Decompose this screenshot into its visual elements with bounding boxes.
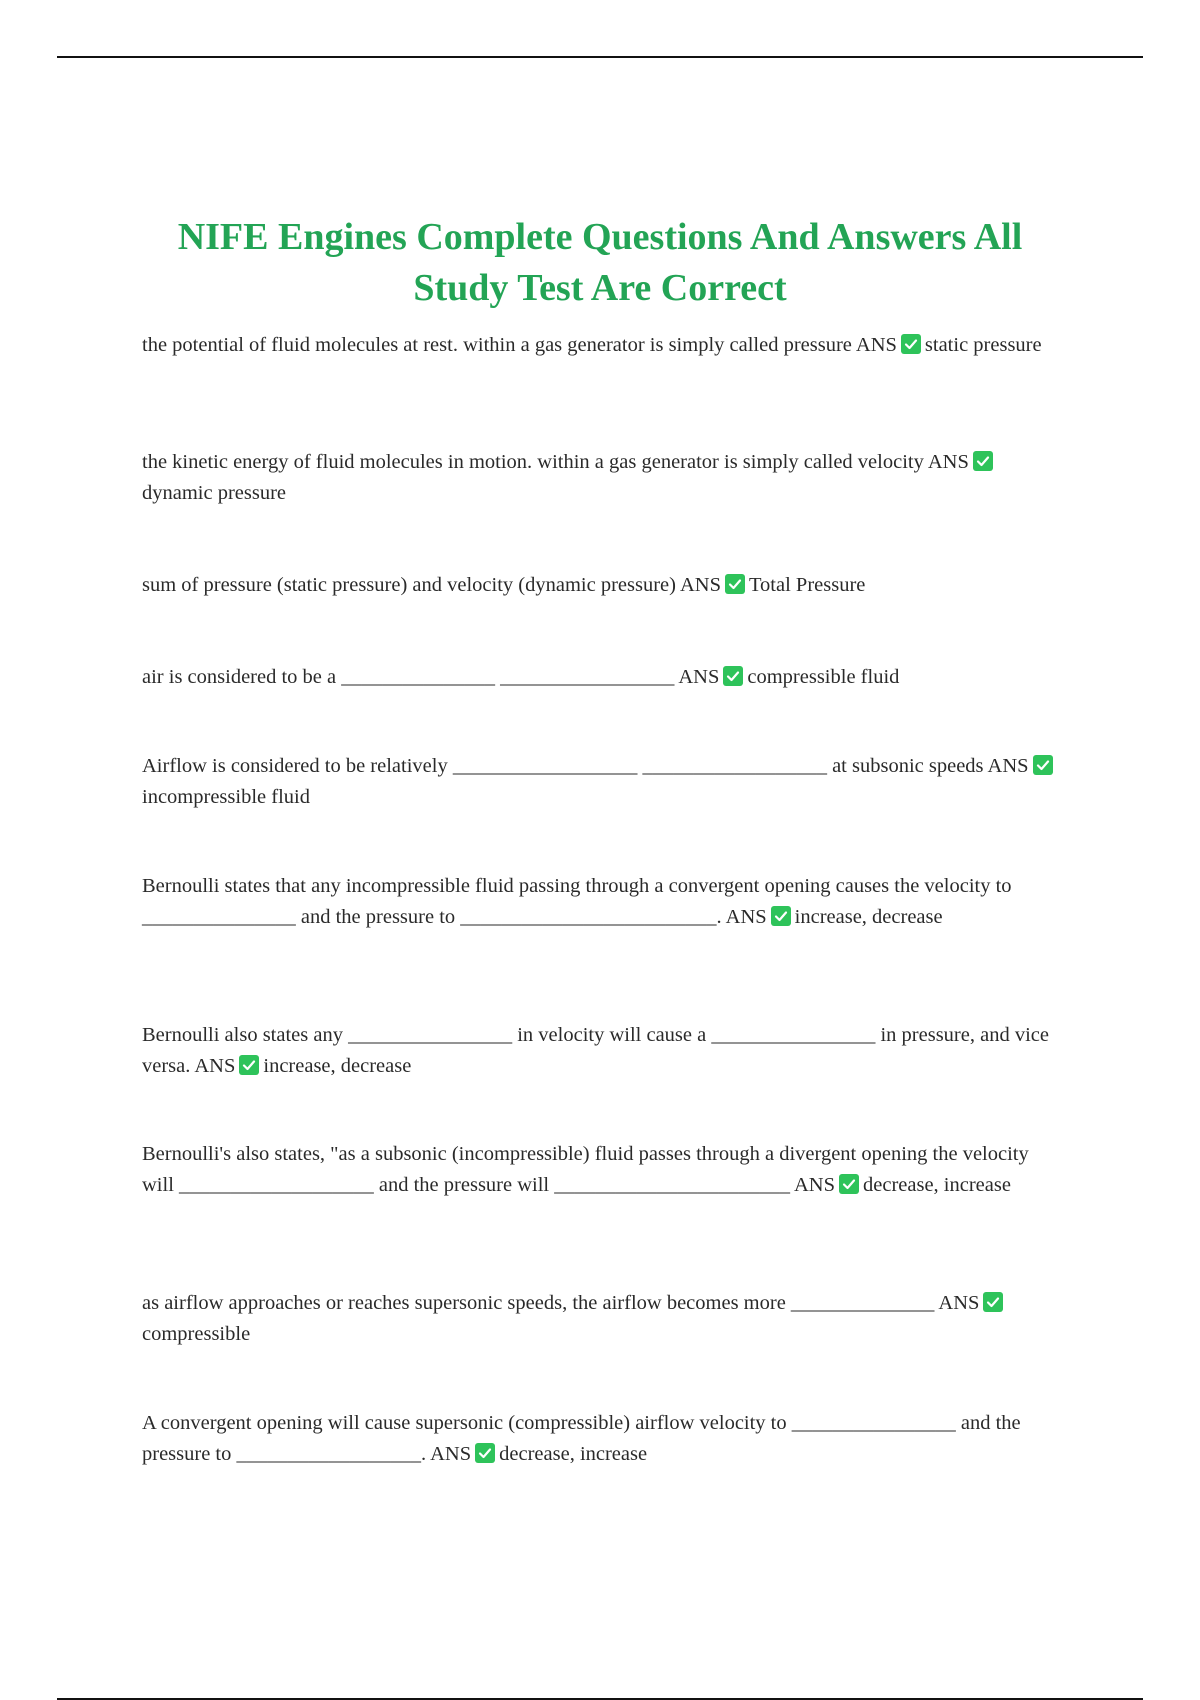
answer-text: decrease, increase (499, 1443, 648, 1465)
qa-item (142, 1139, 1058, 1201)
check-mark-icon (725, 574, 745, 594)
qa-item (142, 751, 1058, 813)
qa-item (142, 447, 1058, 509)
check-mark-icon (723, 666, 743, 686)
question-text: Bernoulli also states any ________________ in velocity will cause a ________________ in pressure, and vice versa. ANS (142, 1024, 1049, 1077)
top-rule (57, 56, 1143, 58)
answer-text: dynamic pressure (142, 482, 287, 504)
check-mark-icon (771, 906, 791, 926)
check-mark-icon (973, 451, 993, 471)
qa-item (142, 1408, 1058, 1470)
answer-text: static pressure (924, 334, 1042, 356)
qa-item (142, 662, 1058, 693)
question-text: the kinetic energy of fluid molecules in motion. within a gas generator is simply called velocity ANS (142, 451, 969, 473)
check-mark-icon (475, 1443, 495, 1463)
check-mark-icon (239, 1055, 259, 1075)
answer-text: compressible fluid (747, 666, 900, 688)
answer-text: increase, decrease (263, 1055, 412, 1077)
answer-text: increase, decrease (794, 906, 943, 928)
question-text: Bernoulli's also states, "as a subsonic (incompressible) fluid passes through a divergent opening the velocity will ___________________ and the pressure will _______________________ ANS (142, 1143, 1029, 1196)
question-text: A convergent opening will cause supersonic (compressible) airflow velocity to ________________ and the pressure to __________________. ANS (142, 1412, 1021, 1465)
qa-item (142, 330, 1058, 361)
answer-text: decrease, increase (863, 1174, 1011, 1196)
check-mark-icon (901, 334, 921, 354)
answer-text: Total Pressure (748, 574, 866, 596)
question-text: the potential of fluid molecules at rest. within a gas generator is simply called pressure ANS (142, 334, 897, 356)
question-text: air is considered to be a _______________ _________________ ANS (142, 666, 720, 688)
answer-text: incompressible fluid (142, 786, 310, 808)
title-line-1: NIFE Engines Complete Questions And Answers All (177, 216, 1023, 258)
title-line-2: Study Test Are Correct (413, 267, 787, 309)
answer-text: compressible (142, 1323, 251, 1345)
qa-item (142, 1288, 1058, 1350)
check-mark-icon (839, 1174, 859, 1194)
check-mark-icon (983, 1292, 1003, 1312)
qa-item (142, 1020, 1058, 1082)
question-text: Airflow is considered to be relatively __________________ __________________ at subsonic speeds ANS (142, 755, 1029, 777)
question-text: as airflow approaches or reaches supersonic speeds, the airflow becomes more ______________ ANS (142, 1292, 980, 1314)
document-title (100, 212, 1100, 314)
question-text: sum of pressure (static pressure) and velocity (dynamic pressure) ANS (142, 574, 721, 596)
qa-item (142, 570, 1058, 601)
question-text: Bernoulli states that any incompressible fluid passing through a convergent opening causes the velocity to _______________ and the pressure to _________________________. ANS (142, 875, 1012, 928)
check-mark-icon (1033, 755, 1053, 775)
qa-item (142, 871, 1058, 933)
